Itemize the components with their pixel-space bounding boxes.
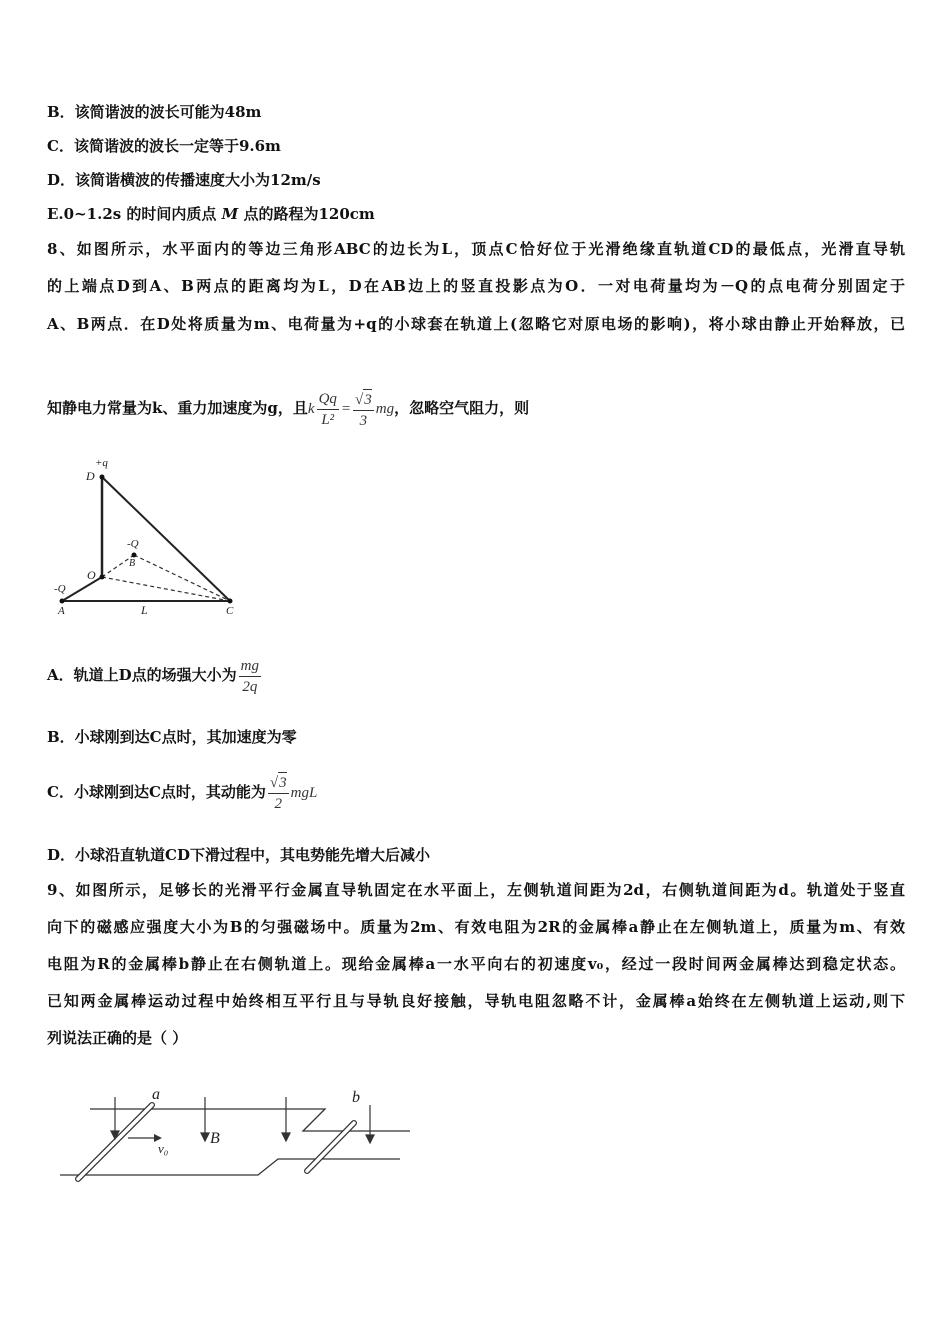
q8-stem-line4	[47, 378, 905, 439]
label-o: O	[87, 568, 96, 582]
formula-sqrt-value: 3	[363, 389, 372, 410]
q8-option-a-text: A．轨道上D点的场强大小为	[47, 666, 237, 684]
point-o	[100, 575, 105, 580]
q9-stem-line4: 已知两金属棒运动过程中始终相互平行且与导轨良好接触，导轨电阻忽略不计，金属棒a始终在左侧轨道上运动,则下	[47, 992, 905, 1010]
q7-option-e-pre: E.0~1.2s 的时间内质点	[47, 205, 222, 223]
q8-option-c-text: C．小球刚到达C点时，其动能为	[47, 783, 266, 801]
q8-triangle-figure	[50, 455, 250, 620]
q8-option-d: D．小球沿直轨道CD下滑过程中，其电势能先增大后减小	[47, 846, 430, 864]
formula-tail: mg	[375, 401, 395, 417]
q9-stem-line1: 9、如图所示，足够长的光滑平行金属直导轨固定在水平面上，左侧轨道间距为2d，右侧轨道间距为d。轨道处于竖直	[47, 881, 905, 899]
label-minus-q-b: -Q	[127, 538, 139, 550]
option-c-den: 2	[274, 796, 282, 812]
label-d: D	[86, 469, 95, 483]
rail-dc	[102, 477, 230, 601]
point-d	[100, 475, 105, 480]
formula-num: Qq	[317, 389, 339, 410]
label-rod-b: b	[352, 1089, 360, 1106]
label-c: C	[226, 605, 234, 617]
point-a	[60, 599, 65, 604]
label-plus-q: +q	[95, 457, 108, 469]
point-c	[228, 599, 233, 604]
label-rod-a: a	[152, 1086, 160, 1103]
label-b: B	[129, 558, 136, 569]
label-minus-q-a: -Q	[54, 583, 66, 595]
q8-stem-line1: 8、如图所示，水平面内的等边三角形ABC的边长为L，顶点C恰好位于光滑绝缘直轨道CD的最低点，光滑直导轨	[47, 240, 905, 258]
q8-option-c-frac	[268, 772, 289, 814]
label-v0: v₀	[158, 1141, 169, 1156]
dash-oc	[102, 577, 230, 601]
q7-option-e-var: M	[221, 205, 239, 223]
label-field-b: B	[210, 1130, 220, 1147]
label-a: A	[58, 605, 65, 617]
formula-k: k	[307, 401, 315, 417]
q9-stem-line2: 向下的磁感应强度大小为B的匀强磁场中。质量为2m、有效电阻为2R的金属棒a静止在左侧轨道上，质量为m、有效	[47, 918, 905, 936]
label-l: L	[141, 603, 148, 617]
rail-lower	[60, 1159, 400, 1175]
option-c-num: √3	[268, 772, 289, 794]
q7-option-c: C．该简谐波的波长一定等于9.6m	[47, 137, 281, 155]
q8-option-c	[47, 762, 905, 823]
q7-option-e	[47, 203, 905, 225]
q8-stem-line4-pre: 知静电力常量为k、重力加速度为g，且	[47, 399, 308, 417]
dash-bc	[134, 555, 230, 601]
q8-stem-line4-post: ，忽略空气阻力，则	[394, 399, 530, 417]
q8-option-a	[47, 645, 905, 705]
q9-rails-figure	[60, 1075, 420, 1195]
q8-option-b: B．小球刚到达C点时，其加速度为零	[47, 728, 297, 746]
formula-frac-qq	[317, 389, 339, 430]
q8-option-a-frac	[239, 656, 261, 697]
q7-option-b: B．该简谐波的波长可能为48m	[47, 103, 262, 121]
rod-b	[307, 1123, 354, 1171]
formula-den: L²	[321, 412, 335, 429]
q9-stem-line3: 电阻为R的金属棒b静止在右侧轨道上。现给金属棒a一水平向右的初速度v₀，经过一段时间两金属棒达到稳定状态。	[47, 955, 905, 973]
option-a-den: 2q	[242, 678, 258, 695]
point-b	[132, 553, 137, 558]
q8-stem-line2: 的上端点D到A、B两点的距离均为L，D在AB边上的竖直投影点为O．一对电荷量均为－Q的点电荷分别固定于	[47, 277, 905, 295]
option-c-sqrt: 3	[278, 772, 287, 793]
q8-formula	[307, 391, 395, 429]
option-a-num: mg	[239, 656, 261, 677]
q7-option-e-post: 点的路程为120cm	[238, 205, 375, 223]
q9-stem-line5: 列说法正确的是（ ）	[47, 1029, 188, 1047]
formula-sqrt-num: √3	[353, 389, 374, 411]
q7-option-d: D．该简谐横波的传播速度大小为12m/s	[47, 171, 321, 189]
option-c-tail: mgL	[290, 785, 318, 801]
formula-eq: =	[340, 401, 352, 417]
formula-den2: 3	[359, 412, 368, 429]
formula-frac-sqrt3	[353, 389, 374, 431]
side-ao	[62, 577, 102, 601]
q8-stem-line3: A、B两点．在D处将质量为m、电荷量为+q的小球套在轨道上(忽略它对原电场的影响)，将小球由静止开始释放，已	[47, 315, 905, 333]
